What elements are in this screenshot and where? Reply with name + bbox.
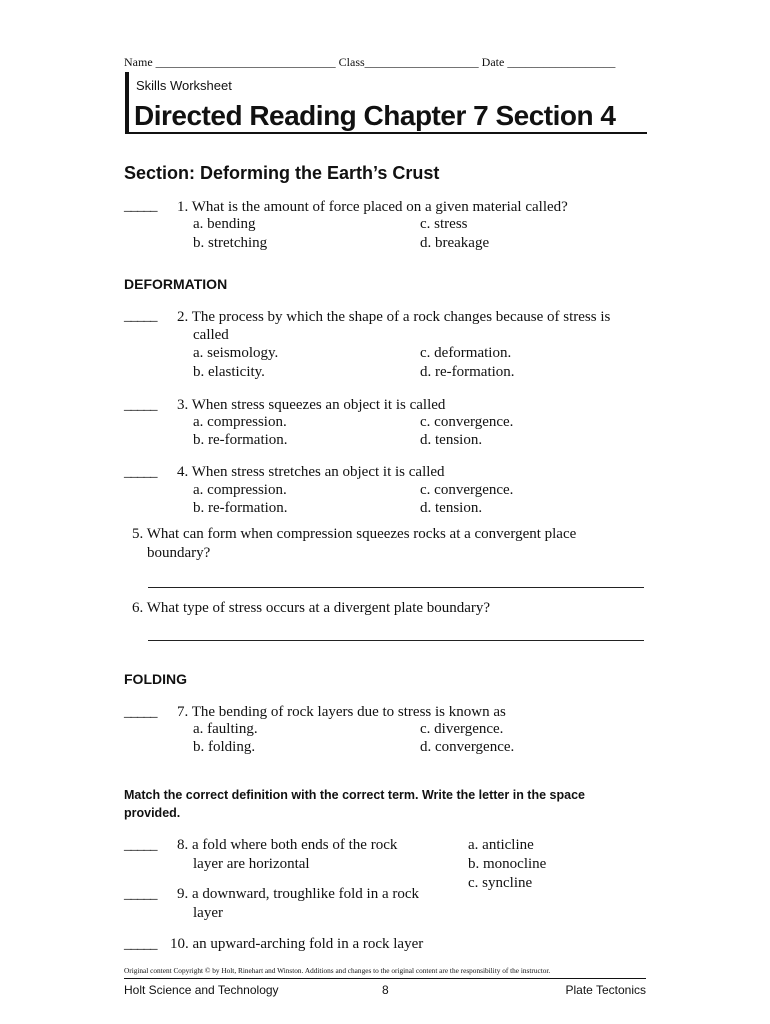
page-title: Directed Reading Chapter 7 Section 4 (134, 100, 616, 131)
q1-option-b: b. stretching (193, 235, 268, 251)
term-b: b. monocline (468, 856, 547, 872)
answer-blank-3[interactable]: _____ (124, 397, 157, 413)
title-rule (125, 132, 647, 134)
q3-option-d: d. tension. (420, 432, 483, 448)
header-fields (124, 55, 615, 70)
question-3: 3. When stress squeezes an object it is called (177, 397, 446, 413)
q1-option-c: c. stress (420, 216, 468, 232)
footer-rule (124, 978, 646, 979)
answer-blank-9[interactable]: _____ (124, 886, 157, 902)
term-a: a. anticline (468, 837, 534, 853)
date-label: Date (481, 55, 505, 69)
section-title: Section: Deforming the Earth’s Crust (124, 163, 440, 183)
q7-option-a: a. faulting. (193, 721, 258, 737)
name-label: Name (124, 55, 153, 69)
footer-publisher: Holt Science and Technology (124, 983, 279, 997)
match-instructions-cont: provided. (124, 806, 181, 820)
question-9: 9. a downward, troughlike fold in a rock (177, 886, 420, 902)
question-4: 4. When stress stretches an object it is called (177, 464, 445, 480)
date-field[interactable]: __________________ (507, 55, 616, 69)
class-label: Class (338, 55, 365, 69)
q2-option-d: d. re-formation. (420, 364, 515, 380)
class-field[interactable]: ___________________ (364, 55, 479, 69)
question-6: 6. What type of stress occurs at a divergent plate boundary? (132, 600, 491, 616)
q3-option-b: b. re-formation. (193, 432, 288, 448)
q2-option-b: b. elasticity. (193, 364, 265, 380)
name-field[interactable]: ______________________________ (155, 55, 336, 69)
question-1: 1. What is the amount of force placed on a given material called? (177, 199, 568, 215)
q3-option-a: a. compression. (193, 414, 287, 430)
answer-blank-8[interactable]: _____ (124, 837, 157, 853)
folding-heading: FOLDING (124, 671, 187, 687)
footer-chapter: Plate Tectonics (565, 983, 646, 997)
title-bracket (125, 72, 129, 134)
question-5-cont: boundary? (147, 545, 211, 561)
q7-option-d: d. convergence. (420, 739, 515, 755)
q3-option-c: c. convergence. (420, 414, 514, 430)
q4-option-c: c. convergence. (420, 482, 514, 498)
answer-blank-1[interactable]: _____ (124, 198, 157, 214)
page-number: 8 (382, 983, 389, 997)
q7-option-c: c. divergence. (420, 721, 504, 737)
q4-option-d: d. tension. (420, 500, 483, 516)
question-2-cont: called (193, 327, 229, 343)
match-instructions: Match the correct definition with the correct term. Write the letter in the space (124, 788, 585, 802)
answer-line-5[interactable] (148, 587, 644, 588)
q2-option-a: a. seismology. (193, 345, 279, 361)
deformation-heading: DEFORMATION (124, 276, 228, 292)
term-c: c. syncline (468, 875, 533, 891)
q4-option-b: b. re-formation. (193, 500, 288, 516)
answer-blank-7[interactable]: _____ (124, 704, 157, 720)
q2-option-c: c. deformation. (420, 345, 512, 361)
question-10: 10. an upward-arching fold in a rock layer (170, 936, 424, 952)
q4-option-a: a. compression. (193, 482, 287, 498)
question-9-cont: layer (193, 905, 223, 921)
q1-option-a: a. bending (193, 216, 256, 232)
answer-blank-10[interactable]: _____ (124, 936, 157, 952)
question-8-cont: layer are horizontal (193, 856, 310, 872)
worksheet-type: Skills Worksheet (136, 78, 232, 93)
question-7: 7. The bending of rock layers due to stress is known as (177, 704, 506, 720)
answer-blank-4[interactable]: _____ (124, 464, 157, 480)
copyright-notice: Original content Copyright © by Holt, Rinehart and Winston. Additions and changes to the original content are the responsibility of the instructor. (124, 966, 551, 975)
answer-line-6[interactable] (148, 640, 644, 641)
question-2: 2. The process by which the shape of a rock changes because of stress is (177, 309, 611, 325)
answer-blank-2[interactable]: _____ (124, 308, 157, 324)
q7-option-b: b. folding. (193, 739, 256, 755)
question-5: 5. What can form when compression squeezes rocks at a convergent place (132, 526, 577, 542)
question-8: 8. a fold where both ends of the rock (177, 837, 398, 853)
q1-option-d: d. breakage (420, 235, 490, 251)
